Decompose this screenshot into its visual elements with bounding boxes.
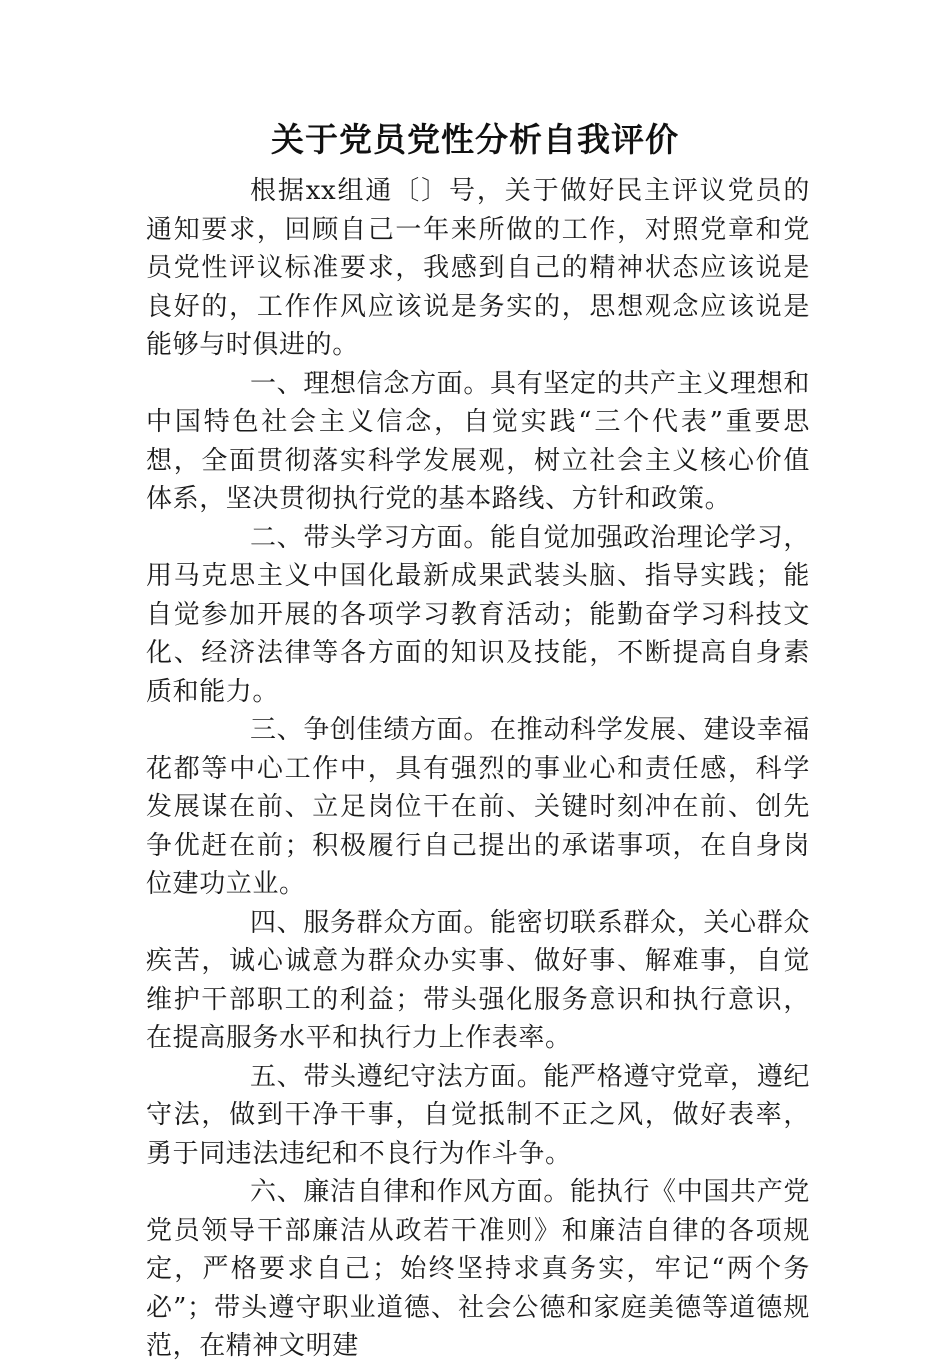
- paragraph-serve-masses: 四、服务群众方面。能密切联系群众，关心群众疾苦，诚心诚意为群众办实事、做好事、解难事，自觉维护干部职工的利益；带头强化服务意识和执行意识，在提高服务水平和执行力上作表率。: [146, 907, 810, 1053]
- paragraph-integrity-style: 六、廉洁自律和作风方面。能执行《中国共产党党员领导干部廉洁从政若干准则》和廉洁自律的各项规定，严格要求自己；始终坚持求真务实，牢记“两个务必”；带头遵守职业道德、社会公德和家庭美德等道德规范，在精神文明建: [146, 1177, 810, 1361]
- document-body: [146, 172, 810, 1366]
- paragraph-achievements: 三、争创佳绩方面。在推动科学发展、建设幸福花都等中心工作中，具有强烈的事业心和责任感，科学发展谋在前、立足岗位干在前、关键时刻冲在前、创先争优赶在前；积极履行自己提出的承诺事项，在自身岗位建功立业。: [146, 715, 810, 899]
- paragraph-discipline-law: 五、带头遵纪守法方面。能严格遵守党章，遵纪守法，做到干净干事，自觉抵制不正之风，做好表率，勇于同违法违纪和不良行为作斗争。: [146, 1061, 810, 1169]
- document-title: 关于党员党性分析自我评价: [271, 120, 679, 159]
- paragraph-ideals-beliefs: 一、理想信念方面。具有坚定的共产主义理想和中国特色社会主义信念，自觉实践“三个代表”重要思想，全面贯彻落实科学发展观，树立社会主义核心价值体系，坚决贯彻执行党的基本路线、方针和政策。: [146, 368, 811, 514]
- paragraph-study: 二、带头学习方面。能自觉加强政治理论学习，用马克思主义中国化最新成果武装头脑、指导实践；能自觉参加开展的各项学习教育活动；能勤奋学习科技文化、经济法律等各方面的知识及技能，不断提高自身素质和能力。: [146, 522, 810, 707]
- paragraph-intro: 根据xx组通〔〕号，关于做好民主评议党员的通知要求，回顾自己一年来所做的工作，对照党章和党员党性评议标准要求，我感到自己的精神状态应该说是良好的，工作作风应该说是务实的，思想观念应该说是能够与时俱进的。: [146, 176, 810, 360]
